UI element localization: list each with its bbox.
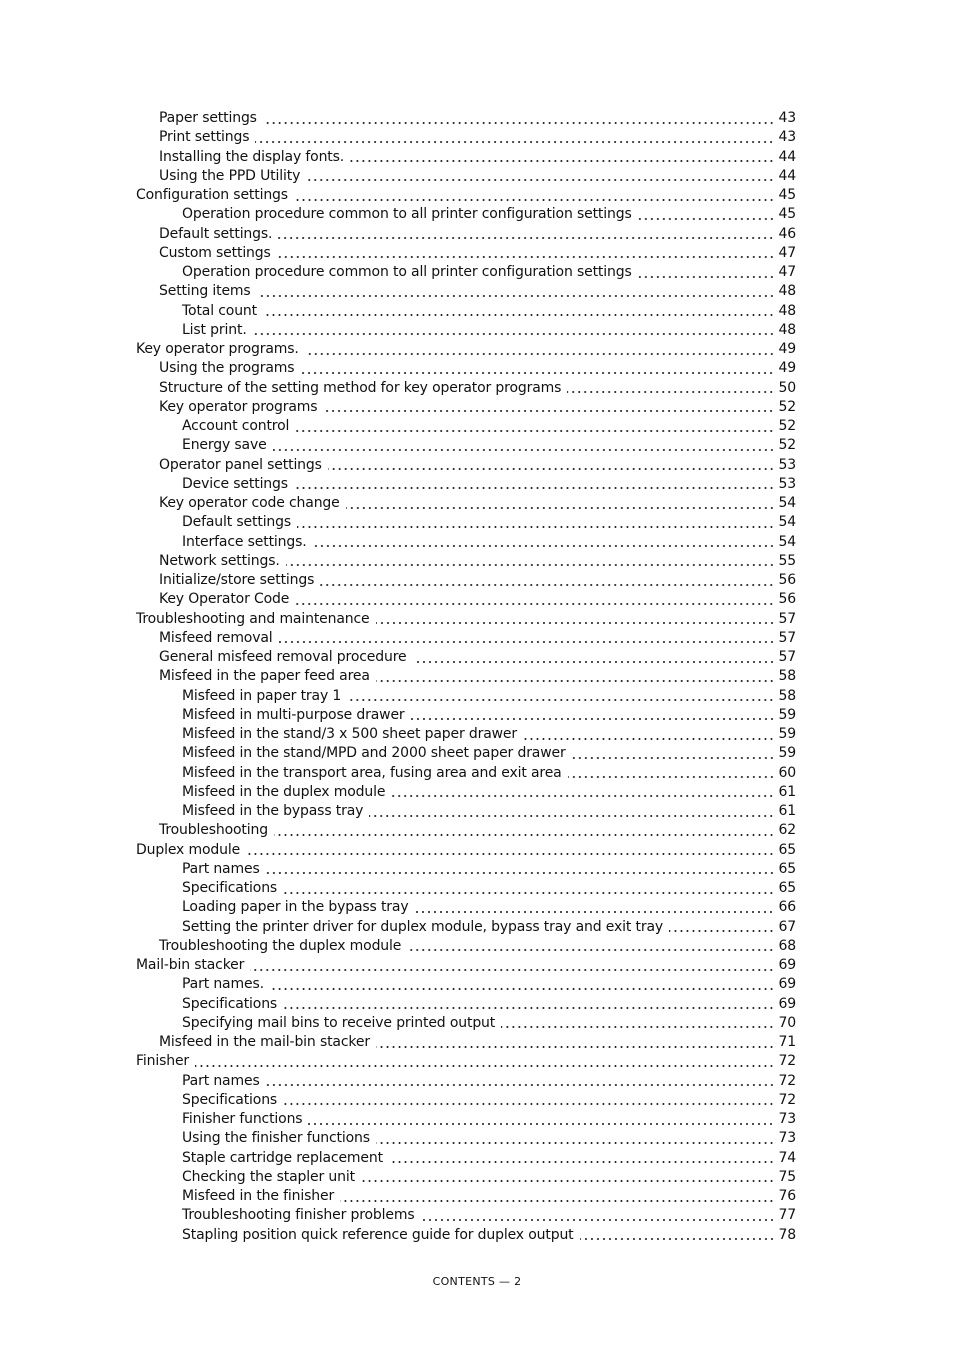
toc-entry-page-number: 54 [778,533,796,550]
toc-entry-title: Total count [182,302,257,319]
toc-entry-page-number: 43 [778,110,796,126]
dot-leader [320,583,774,587]
dot-leader [369,814,774,818]
toc-entry[interactable] [136,956,796,975]
toc-entry[interactable] [136,398,796,417]
toc-entry[interactable] [136,898,796,917]
toc-entry-page-number: 44 [778,148,796,165]
dot-leader [361,1179,775,1183]
dot-leader [411,717,775,721]
dot-leader [294,198,775,202]
toc-entry-title: Troubleshooting [159,822,268,839]
dot-leader [376,679,775,683]
toc-entry-title: Interface settings. [182,533,307,550]
toc-entry[interactable] [136,918,796,937]
toc-entry[interactable] [136,610,796,629]
toc-entry-title: Setting the printer driver for duplex module, bypass tray and exit tray [182,918,664,935]
toc-entry-title: Configuration settings [136,187,288,203]
toc-entry-page-number: 48 [778,321,796,338]
toc-entry-page-number: 69 [778,995,796,1012]
toc-entry-page-number: 49 [778,341,796,357]
toc-entry-title: Stapling position quick reference guide for duplex output [182,1226,574,1243]
toc-entry[interactable] [136,1072,796,1091]
dot-leader [266,1083,775,1087]
toc-entry-title: Specifications [182,1091,278,1108]
toc-entry-title: Part names [182,1072,260,1089]
toc-entry[interactable] [136,571,796,590]
toc-entry-title: Finisher [136,1053,190,1070]
dot-leader [297,525,774,529]
toc-entry-page-number: 52 [778,418,796,434]
toc-entry[interactable] [136,167,796,186]
toc-entry-title: Key operator programs [159,398,318,415]
toc-entry[interactable] [136,1110,796,1129]
dot-leader [346,506,775,510]
dot-leader [568,775,775,779]
toc-entry[interactable] [136,841,796,860]
toc-entry[interactable] [136,1168,796,1187]
dot-leader [376,1141,775,1145]
toc-entry-page-number: 66 [778,899,796,916]
toc-entry[interactable] [136,321,796,340]
toc-entry[interactable] [136,359,796,378]
dot-leader [414,910,774,914]
toc-entry-title: Misfeed in the stand/MPD and 2000 sheet paper drawer [182,745,566,762]
toc-entry-page-number: 48 [778,302,796,319]
toc-entry[interactable] [136,687,796,706]
toc-entry-page-number: 67 [778,918,796,935]
toc-entry-page-number: 48 [778,283,796,300]
toc-entry[interactable] [136,879,796,898]
toc-entry-page-number: 60 [778,764,796,781]
toc-entry-page-number: 56 [778,572,796,588]
dot-leader [413,660,775,664]
toc-entry-title: Duplex module [136,841,241,858]
toc-entry-page-number: 46 [778,225,796,242]
toc-entry[interactable] [136,975,796,994]
toc-entry-title: Loading paper in the bypass tray [182,899,409,916]
toc-entry-page-number: 65 [778,880,796,896]
dot-leader [273,448,775,452]
toc-entry-page-number: 75 [778,1168,796,1185]
page-footer: CONTENTS — 2 [432,1275,522,1288]
toc-entry[interactable] [136,995,796,1014]
toc-entry-page-number: 49 [778,360,796,377]
dot-leader [283,1102,774,1106]
toc-entry-page-number: 65 [778,860,796,877]
toc-entry[interactable] [136,552,796,571]
dot-leader [278,236,774,240]
toc-entry-title: Misfeed in multi-purpose drawer [182,706,405,723]
toc-entry-page-number: 50 [778,379,796,396]
dot-leader [295,602,774,606]
toc-entry[interactable] [136,1129,796,1148]
dot-leader [294,486,775,490]
toc-entry-page-number: 61 [778,803,796,819]
toc-entry[interactable] [136,860,796,879]
toc-entry-title: Account control [182,418,290,434]
toc-entry-title: Setting items [159,283,251,300]
toc-entry-title: Misfeed removal [159,629,273,646]
dot-leader [638,217,775,221]
dot-leader [572,756,775,760]
toc-entry-title: Troubleshooting finisher problems [182,1207,415,1224]
toc-entry[interactable] [136,436,796,455]
dot-leader [350,159,774,163]
dot-leader [266,871,775,875]
toc-entry-title: Specifications [182,995,278,1012]
toc-entry-title: Print settings [159,129,250,146]
toc-entry-title: Using the finisher functions [182,1130,370,1147]
toc-entry-page-number: 70 [778,1014,796,1031]
toc-entry[interactable] [136,706,796,725]
toc-entry[interactable] [136,456,796,475]
toc-entry-title: Misfeed in the mail-bin stacker [159,1034,370,1050]
toc-entry-title: General misfeed removal procedure [159,649,407,665]
toc-entry[interactable] [136,783,796,802]
dot-leader [255,140,774,144]
dot-leader [286,563,775,567]
toc-entry-title: Misfeed in the bypass tray [182,803,364,819]
dot-leader [501,1025,774,1029]
toc-entry-title: Network settings. [159,552,280,569]
toc-entry-title: Part names [182,860,260,877]
toc-entry-page-number: 59 [778,745,796,762]
toc-entry-page-number: 58 [778,687,796,704]
toc-entry[interactable] [136,417,796,436]
toc-entry-page-number: 69 [778,976,796,993]
toc-entry-title: Misfeed in the duplex module [182,783,386,800]
dot-leader [313,544,775,548]
toc-entry-title: Key operator programs. [136,341,299,357]
toc-entry-page-number: 69 [778,957,796,973]
dot-leader [295,429,774,433]
toc-entry[interactable] [136,475,796,494]
toc-entry[interactable] [136,186,796,205]
toc-entry-page-number: 47 [778,264,796,280]
dot-leader [195,1064,774,1068]
toc-entry[interactable] [136,494,796,513]
toc-entry-title: Misfeed in the paper feed area [159,668,370,685]
toc-entry-page-number: 77 [778,1207,796,1224]
toc-entry-page-number: 62 [778,822,796,839]
toc-entry-page-number: 72 [778,1072,796,1089]
toc-entry[interactable] [136,1226,796,1245]
dot-leader [263,121,775,125]
toc-entry-page-number: 45 [778,206,796,223]
toc-entry[interactable] [136,1014,796,1033]
dot-leader [340,1199,774,1203]
toc-entry-title: Part names. [182,976,264,993]
dot-leader [638,275,775,279]
dot-leader [523,737,774,741]
toc-entry-page-number: 52 [778,437,796,454]
toc-entry-page-number: 61 [778,783,796,800]
dot-leader [567,390,774,394]
toc-entry[interactable] [136,802,796,821]
dot-leader [250,968,774,972]
dot-leader [580,1237,775,1241]
toc-entry[interactable] [136,379,796,398]
toc-entry-title: Default settings. [159,225,273,242]
toc-entry-title: Misfeed in the transport area, fusing area and exit area [182,764,562,781]
toc-entry-title: Staple cartridge replacement [182,1149,383,1166]
dot-leader [421,1218,775,1222]
toc-entry-page-number: 43 [778,129,796,146]
toc-entry[interactable] [136,629,796,648]
toc-entry-title: Operation procedure common to all printer configuration settings [182,264,632,280]
toc-entry-page-number: 47 [778,244,796,261]
toc-entry-title: Mail-bin stacker [136,957,245,973]
toc-entry-page-number: 52 [778,398,796,415]
dot-leader [391,794,774,798]
toc-entry[interactable] [136,302,796,321]
toc-entry[interactable] [136,590,796,609]
toc-entry-page-number: 65 [778,841,796,858]
toc-entry[interactable] [136,744,796,763]
toc-entry-page-number: 45 [778,187,796,203]
toc-entry-page-number: 53 [778,475,796,492]
toc-entry-page-number: 68 [778,937,796,954]
toc-entry-page-number: 78 [778,1226,796,1243]
toc-entry-page-number: 59 [778,726,796,742]
toc-entry-title: Paper settings [159,110,257,126]
toc-entry-title: Specifying mail bins to receive printed output [182,1014,496,1031]
toc-entry[interactable] [136,109,796,128]
dot-leader [669,929,774,933]
dot-leader [347,698,774,702]
toc-entry[interactable] [136,764,796,783]
toc-entry-page-number: 56 [778,591,796,608]
toc-entry[interactable] [136,821,796,840]
toc-entry-title: Initialize/store settings [159,572,315,588]
toc-entry[interactable] [136,263,796,282]
dot-leader [305,352,775,356]
toc-entry[interactable] [136,1206,796,1225]
toc-entry[interactable] [136,244,796,263]
dot-leader [328,467,775,471]
toc-entry[interactable] [136,667,796,686]
toc-entry[interactable] [136,1052,796,1071]
toc-entry-title: Device settings [182,475,288,492]
toc-entry-page-number: 59 [778,706,796,723]
toc-entry-title: List print. [182,321,247,338]
toc-entry[interactable] [136,225,796,244]
dot-leader [253,332,775,336]
toc-entry[interactable] [136,1149,796,1168]
dot-leader [306,178,774,182]
toc-entry-page-number: 57 [778,649,796,665]
dot-leader [283,891,774,895]
dot-leader [246,852,774,856]
toc-entry[interactable] [136,533,796,552]
dot-leader [270,987,775,991]
dot-leader [279,640,775,644]
dot-leader [407,948,774,952]
toc-entry[interactable] [136,648,796,667]
toc-entry-page-number: 73 [778,1111,796,1127]
dot-leader [323,409,774,413]
toc-entry-title: Specifications [182,880,278,896]
toc-entry-page-number: 44 [778,167,796,184]
toc-entry-title: Default settings [182,514,292,531]
dot-leader [283,1006,774,1010]
table-of-contents [136,109,796,1245]
dot-leader [376,1045,775,1049]
toc-entry-title: Energy save [182,437,267,454]
toc-entry-page-number: 55 [778,552,796,569]
toc-entry-title: Operator panel settings [159,456,322,473]
toc-entry[interactable] [136,1033,796,1052]
toc-entry-page-number: 57 [778,629,796,646]
toc-entry-page-number: 72 [778,1091,796,1108]
toc-entry-title: Using the PPD Utility [159,167,301,184]
toc-entry-page-number: 58 [778,668,796,685]
toc-entry-title: Misfeed in the stand/3 x 500 sheet paper drawer [182,726,517,742]
toc-entry-page-number: 73 [778,1130,796,1147]
toc-entry-page-number: 76 [778,1188,796,1204]
dot-leader [263,313,774,317]
toc-entry-title: Using the programs [159,360,295,377]
toc-entry[interactable] [136,282,796,301]
toc-entry-title: Troubleshooting and maintenance [136,610,370,627]
dot-leader [274,833,775,837]
toc-entry[interactable] [136,340,796,359]
toc-entry-page-number: 54 [778,495,796,511]
toc-entry-page-number: 54 [778,514,796,531]
toc-entry-page-number: 72 [778,1053,796,1070]
toc-entry[interactable] [136,937,796,956]
toc-entry-title: Finisher functions [182,1111,303,1127]
dot-leader [389,1160,775,1164]
toc-entry[interactable] [136,128,796,147]
toc-entry-title: Structure of the setting method for key operator programs [159,379,562,396]
toc-entry-page-number: 57 [778,610,796,627]
toc-entry[interactable] [136,513,796,532]
dot-leader [257,294,775,298]
toc-entry-title: Checking the stapler unit [182,1168,355,1185]
toc-entry[interactable] [136,1091,796,1110]
toc-entry-title: Key Operator Code [159,591,290,608]
toc-entry-title: Troubleshooting the duplex module [159,937,402,954]
toc-entry-title: Operation procedure common to all printer configuration settings [182,206,632,223]
toc-entry-title: Installing the display fonts. [159,148,345,165]
toc-entry[interactable] [136,205,796,224]
dot-leader [300,371,774,375]
toc-entry-title: Misfeed in the finisher [182,1188,335,1204]
toc-entry-page-number: 74 [778,1149,796,1166]
dot-leader [376,621,775,625]
toc-entry-page-number: 71 [778,1034,796,1050]
toc-entry-title: Custom settings [159,244,271,261]
toc-entry-title: Key operator code change [159,495,340,511]
toc-entry[interactable] [136,725,796,744]
dot-leader [308,1122,774,1126]
toc-entry[interactable] [136,1187,796,1206]
toc-entry-title: Misfeed in paper tray 1 [182,687,342,704]
dot-leader [277,255,775,259]
toc-entry[interactable] [136,148,796,167]
toc-entry-page-number: 53 [778,456,796,473]
